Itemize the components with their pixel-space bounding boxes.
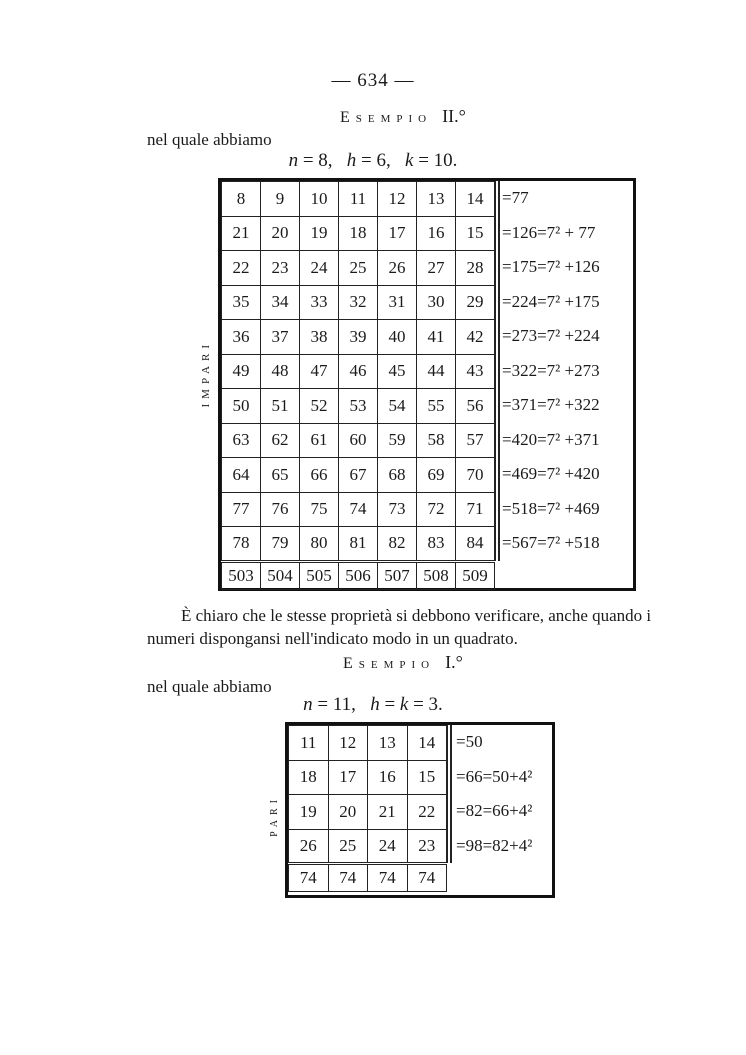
table-cell: 14 — [407, 726, 447, 761]
table-cell: 9 — [261, 182, 300, 217]
example-2-side-label: IMPARI — [200, 340, 212, 408]
example-1-grid — [288, 725, 447, 892]
example-2-grid — [221, 181, 495, 590]
table-row — [289, 829, 447, 864]
table-row — [222, 492, 495, 527]
table-cell: 34 — [261, 285, 300, 320]
table-cell: 81 — [339, 527, 378, 562]
table-cell: 11 — [289, 726, 329, 761]
table-cell: 13 — [368, 726, 408, 761]
table-cell: 21 — [368, 795, 408, 830]
table-cell: 35 — [222, 285, 261, 320]
example-2-intro: nel quale abbiamo — [147, 130, 272, 149]
column-sum-cell: 505 — [300, 561, 339, 589]
row-sum: =371=7² +322 — [502, 395, 600, 415]
table-cell: 18 — [339, 216, 378, 251]
row-sum: =322=7² +273 — [502, 360, 600, 380]
table-cell: 20 — [261, 216, 300, 251]
row-sum: =77 — [502, 188, 529, 208]
table-cell: 75 — [300, 492, 339, 527]
table-cell: 66 — [300, 458, 339, 493]
table-cell: 70 — [456, 458, 495, 493]
column-separator — [450, 725, 452, 863]
table-cell: 18 — [289, 760, 329, 795]
table-cell: 54 — [378, 389, 417, 424]
table-cell: 16 — [368, 760, 408, 795]
column-sum-cell: 508 — [417, 561, 456, 589]
table-row — [222, 251, 495, 286]
example-1-intro: nel quale abbiamo — [147, 677, 272, 696]
body-paragraph — [147, 604, 687, 650]
table-cell: 27 — [417, 251, 456, 286]
table-row — [222, 320, 495, 355]
table-cell: 23 — [407, 829, 447, 864]
table-cell: 22 — [222, 251, 261, 286]
table-cell: 30 — [417, 285, 456, 320]
table-cell: 62 — [261, 423, 300, 458]
param-n-value: = 8, — [302, 150, 333, 171]
table-cell: 19 — [289, 795, 329, 830]
table-cell: 17 — [328, 760, 368, 795]
column-sums-row — [222, 561, 495, 589]
table-cell: 58 — [417, 423, 456, 458]
table-cell: 8 — [222, 182, 261, 217]
table-cell: 79 — [261, 527, 300, 562]
table-cell: 24 — [300, 251, 339, 286]
param-k-value: = 3. — [413, 694, 443, 715]
row-sum: =518=7² +469 — [502, 498, 600, 518]
table-row — [289, 726, 447, 761]
table-cell: 32 — [339, 285, 378, 320]
row-sum: =66=50+4² — [456, 766, 533, 786]
param-h: h — [346, 150, 357, 171]
table-cell: 33 — [300, 285, 339, 320]
row-sum: =175=7² +126 — [502, 257, 600, 277]
table-cell: 31 — [378, 285, 417, 320]
table-cell: 84 — [456, 527, 495, 562]
row-sum: =98=82+4² — [456, 835, 533, 855]
table-cell: 46 — [339, 354, 378, 389]
table-cell: 21 — [222, 216, 261, 251]
table-cell: 83 — [417, 527, 456, 562]
param-h-value: = 6, — [361, 150, 391, 171]
table-row — [289, 760, 447, 795]
table-cell: 25 — [339, 251, 378, 286]
table-cell: 74 — [339, 492, 378, 527]
table-cell: 26 — [378, 251, 417, 286]
param-n-value: = 11, — [317, 694, 356, 715]
table-cell: 47 — [300, 354, 339, 389]
table-cell: 67 — [339, 458, 378, 493]
table-row — [222, 182, 495, 217]
table-cell: 17 — [378, 216, 417, 251]
param-k: k — [399, 694, 409, 715]
example-2-params — [0, 150, 746, 172]
row-sum: =224=7² +175 — [502, 291, 600, 311]
example-1-heading-label: Esempio — [343, 655, 436, 672]
row-sum: =273=7² +224 — [502, 326, 600, 346]
column-separator — [446, 725, 448, 863]
table-cell: 43 — [456, 354, 495, 389]
table-cell: 20 — [328, 795, 368, 830]
table-cell: 39 — [339, 320, 378, 355]
column-sum-cell: 504 — [261, 561, 300, 589]
table-cell: 10 — [300, 182, 339, 217]
table-cell: 29 — [456, 285, 495, 320]
example-1-table — [285, 722, 555, 898]
example-1-side-label: PARI — [269, 795, 280, 837]
table-cell: 73 — [378, 492, 417, 527]
table-cell: 44 — [417, 354, 456, 389]
row-sum: =126=7² + 77 — [502, 222, 596, 242]
example-2-heading — [340, 106, 466, 127]
table-cell: 14 — [456, 182, 495, 217]
table-cell: 71 — [456, 492, 495, 527]
table-cell: 53 — [339, 389, 378, 424]
example-1-params — [0, 694, 746, 716]
table-cell: 25 — [328, 829, 368, 864]
table-cell: 23 — [261, 251, 300, 286]
table-cell: 80 — [300, 527, 339, 562]
table-cell: 22 — [407, 795, 447, 830]
example-2-heading-label: Esempio — [340, 109, 433, 126]
column-sum-cell: 509 — [456, 561, 495, 589]
column-sum-cell: 74 — [368, 864, 408, 892]
param-k: k — [405, 150, 414, 171]
table-row — [222, 423, 495, 458]
example-1-heading-number: I.° — [445, 652, 463, 672]
paragraph-line-1: È chiaro che le stesse proprietà si debbono verificare, anche quando i — [181, 606, 652, 625]
param-h-value: = — [384, 694, 396, 715]
table-cell: 69 — [417, 458, 456, 493]
table-cell: 11 — [339, 182, 378, 217]
column-separator — [494, 181, 496, 561]
table-cell: 12 — [378, 182, 417, 217]
table-cell: 37 — [261, 320, 300, 355]
table-cell: 65 — [261, 458, 300, 493]
table-cell: 48 — [261, 354, 300, 389]
row-sum: =50 — [456, 732, 483, 752]
table-cell: 78 — [222, 527, 261, 562]
example-2-heading-number: II.° — [442, 106, 466, 126]
param-n: n — [288, 150, 299, 171]
table-row — [222, 458, 495, 493]
table-cell: 36 — [222, 320, 261, 355]
page-number: — 634 — — [331, 70, 415, 91]
column-sum-cell: 506 — [339, 561, 378, 589]
example-1-heading — [343, 652, 463, 673]
table-cell: 28 — [456, 251, 495, 286]
column-sum-cell: 74 — [328, 864, 368, 892]
table-cell: 13 — [417, 182, 456, 217]
table-cell: 16 — [417, 216, 456, 251]
table-row — [222, 285, 495, 320]
table-cell: 82 — [378, 527, 417, 562]
table-cell: 59 — [378, 423, 417, 458]
column-sum-cell: 74 — [407, 864, 447, 892]
table-cell: 38 — [300, 320, 339, 355]
row-sum: =82=66+4² — [456, 801, 533, 821]
table-cell: 64 — [222, 458, 261, 493]
table-cell: 63 — [222, 423, 261, 458]
table-cell: 45 — [378, 354, 417, 389]
row-sum: =420=7² +371 — [502, 429, 600, 449]
table-cell: 51 — [261, 389, 300, 424]
table-row — [289, 795, 447, 830]
table-cell: 42 — [456, 320, 495, 355]
paragraph-line-2: numeri dispongansi nell'indicato modo in un quadrato. — [147, 629, 518, 648]
column-sum-cell: 74 — [289, 864, 329, 892]
column-sum-cell: 507 — [378, 561, 417, 589]
table-cell: 57 — [456, 423, 495, 458]
table-cell: 50 — [222, 389, 261, 424]
table-cell: 40 — [378, 320, 417, 355]
table-cell: 24 — [368, 829, 408, 864]
param-n: n — [303, 694, 313, 715]
column-sums-row — [289, 864, 447, 892]
example-2-table — [218, 178, 636, 591]
table-cell: 49 — [222, 354, 261, 389]
table-row — [222, 527, 495, 562]
table-cell: 68 — [378, 458, 417, 493]
table-row — [222, 354, 495, 389]
table-cell: 56 — [456, 389, 495, 424]
column-separator — [498, 181, 500, 561]
table-cell: 61 — [300, 423, 339, 458]
table-row — [222, 389, 495, 424]
table-cell: 15 — [407, 760, 447, 795]
column-sum-cell: 503 — [222, 561, 261, 589]
table-cell: 52 — [300, 389, 339, 424]
table-cell: 15 — [456, 216, 495, 251]
table-cell: 19 — [300, 216, 339, 251]
row-sum: =567=7² +518 — [502, 533, 600, 553]
param-k-value: = 10. — [418, 150, 458, 171]
table-cell: 55 — [417, 389, 456, 424]
table-cell: 77 — [222, 492, 261, 527]
table-cell: 72 — [417, 492, 456, 527]
table-cell: 60 — [339, 423, 378, 458]
table-cell: 76 — [261, 492, 300, 527]
row-sum: =469=7² +420 — [502, 464, 600, 484]
table-cell: 12 — [328, 726, 368, 761]
param-h: h — [370, 694, 380, 715]
table-cell: 26 — [289, 829, 329, 864]
table-cell: 41 — [417, 320, 456, 355]
table-row — [222, 216, 495, 251]
